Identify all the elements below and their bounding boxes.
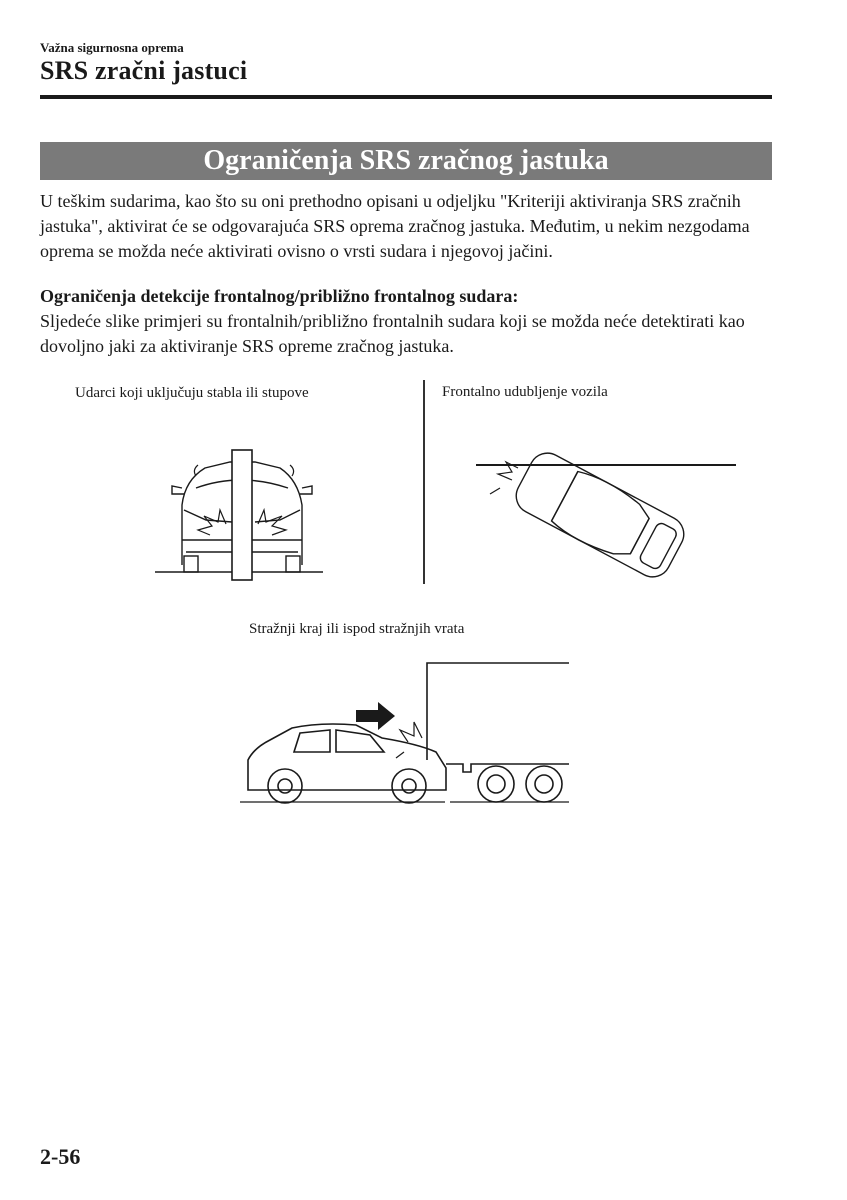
intro-paragraph: U teškim sudarima, kao što su oni prethodno opisani u odjeljku "Kriteriji aktiviranja SRS zračnih jastuka", aktivirat će se odgovarajuća SRS oprema zračnog jastuka. Međutim, u nekim nezgodama oprema se možda neće aktivirati ovisno o vrsti sudara i njegovoj jačini.	[40, 191, 750, 261]
page-number: 2-56	[40, 1144, 81, 1169]
running-header-title: SRS zračni jastuci	[40, 56, 248, 85]
figure-divider	[423, 380, 425, 584]
section-banner: Ograničenja SRS zračnog jastuka	[40, 142, 772, 180]
underride-caption: Stražnji kraj ili ispod stražnjih vrata	[249, 621, 465, 637]
pole-impact-caption: Udarci koji uključuju stabla ili stupove	[75, 385, 309, 401]
offset-impact-caption: Frontalno udubljenje vozila	[442, 384, 608, 400]
body-paragraph: Sljedeće slike primjeri su frontalnih/približno frontalnih sudara koji se možda neće detektirati kao dovoljno jaki za aktiviranje SRS opreme zračnog jastuka.	[40, 311, 745, 356]
running-header-kicker: Važna sigurnosna oprema	[40, 40, 184, 55]
header-rule	[40, 95, 772, 99]
subheading: Ograničenja detekcije frontalnog/približno frontalnog sudara:	[40, 286, 519, 306]
